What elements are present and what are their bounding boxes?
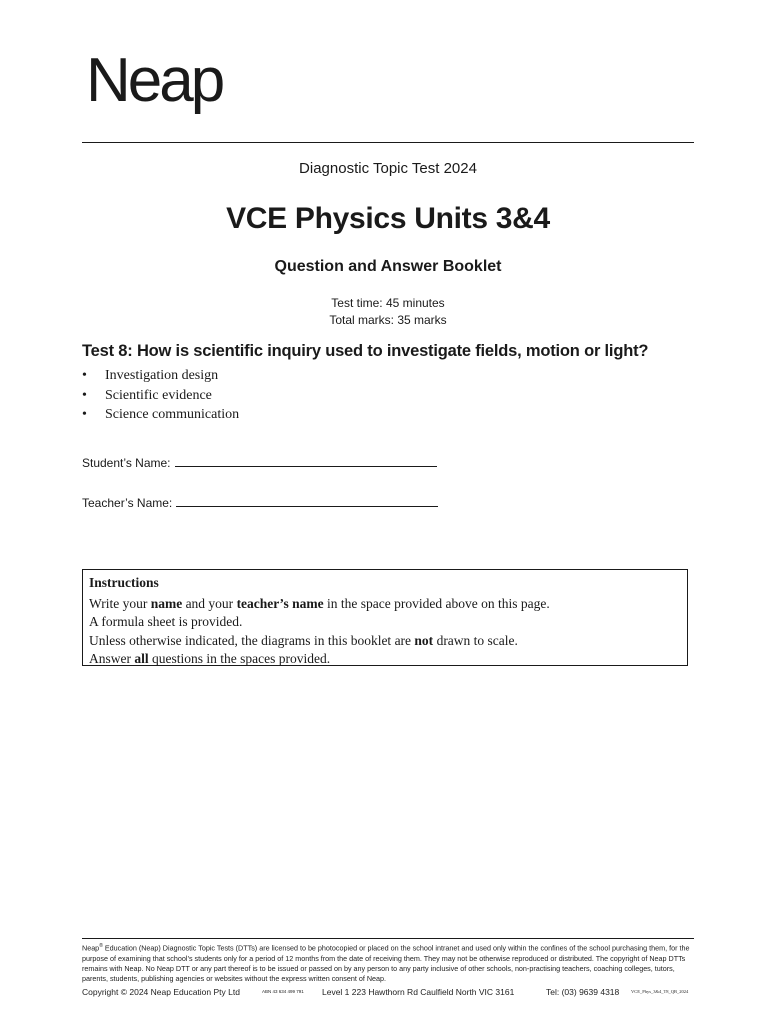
address: Level 1 223 Hawthorn Rd Caulfield North VIC 3161 (322, 987, 515, 997)
teacher-name-field (82, 496, 438, 510)
teacher-name-blank[interactable] (176, 496, 438, 507)
list-item: • Science communication (82, 405, 239, 425)
instructions-title: Instructions (89, 575, 159, 590)
bullet-icon: • (82, 407, 87, 422)
teacher-name-label: Teacher’s Name: (82, 496, 173, 510)
student-name-label: Student’s Name: (82, 456, 171, 470)
booklet-subtitle: Question and Answer Booklet (274, 258, 502, 275)
student-name-field (82, 456, 437, 470)
list-item: • Investigation design (82, 366, 239, 386)
instruction-line: Unless otherwise indicated, the diagrams in this booklet are not drawn to scale. (89, 632, 518, 648)
instruction-line: Answer all questions in the spaces provided. (89, 651, 331, 666)
bullet-icon: • (82, 368, 87, 383)
topic-list (82, 366, 239, 425)
test-time: Test time: 45 minutes (331, 296, 445, 310)
total-marks: Total marks: 35 marks (329, 313, 447, 327)
copyright: Copyright © 2024 Neap Education Pty Ltd (82, 987, 240, 997)
bullet-icon: • (82, 387, 87, 403)
footer-divider (82, 938, 694, 939)
instructions-box (82, 569, 688, 666)
list-item: • Scientific evidence (82, 386, 239, 406)
instruction-line: A formula sheet is provided. (89, 614, 243, 629)
test-heading: Test 8: How is scientific inquiry used to investigate fields, motion or light? (82, 342, 649, 360)
test-meta (82, 295, 694, 329)
document-code: VCE_Phys_3&4_T8_QB_2024 (631, 989, 689, 994)
page-title: VCE Physics Units 3&4 (226, 202, 550, 235)
header-divider (82, 142, 694, 143)
test-series-label: Diagnostic Topic Test 2024 (299, 160, 477, 177)
student-name-blank[interactable] (175, 456, 437, 467)
instruction-line: Write your name and your teacher’s name in the space provided above on this page. (89, 595, 550, 611)
neap-logo: Neap (86, 46, 223, 115)
legal-notice: Neap® Education (Neap) Diagnostic Topic Tests (DTTs) are licensed to be photocopied or placed on the school intranet and used only within the confines of the school purchasing them, for the purpose of examining that school’s students only for a period of 12 months from the date of receiving them. They may not be otherwise reproduced or distributed. The copyright of Neap DTTs remains with Neap. No Neap DTT or any part thereof is to be issued or passed on by any person to any party inclusive of other schools, non-practising teachers, coaching colleges, tutors, parents, students, publishing agencies or websites without the express written consent of Neap. (82, 943, 690, 983)
telephone: Tel: (03) 9639 4318 (546, 987, 620, 997)
abn: ABN 43 634 499 791 (262, 989, 304, 994)
